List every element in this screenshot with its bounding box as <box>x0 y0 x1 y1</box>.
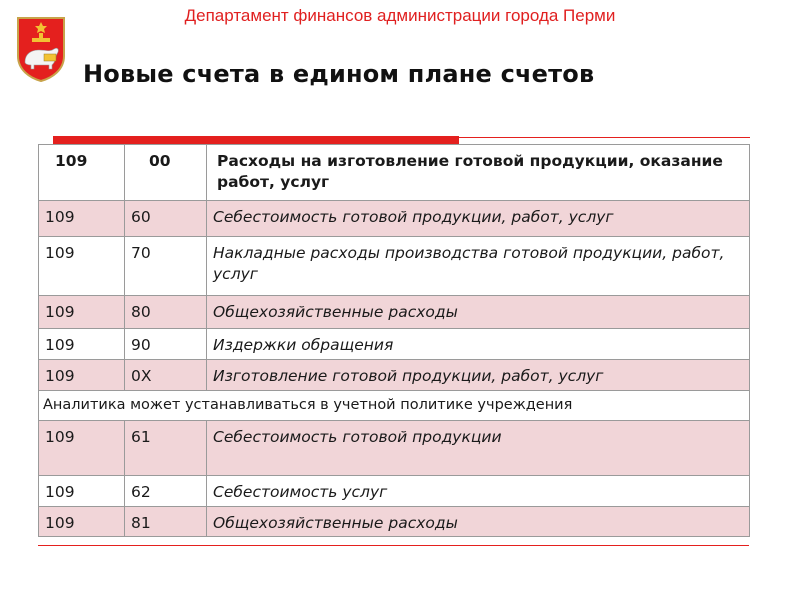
department-name: Департамент финансов администрации города Перми <box>184 6 616 25</box>
table-row <box>39 476 750 507</box>
sub-account-cell: 90 <box>125 329 207 360</box>
sub-account-cell: 81 <box>125 507 207 537</box>
sub-account-cell: 70 <box>125 237 207 296</box>
account-cell: 109 <box>39 360 125 391</box>
sub-account-cell: 00 <box>125 145 207 201</box>
sub-account-cell: 61 <box>125 421 207 476</box>
description-cell: Расходы на изготовление готовой продукции, оказание работ, услуг <box>207 145 750 201</box>
description-cell: Общехозяйственные расходы <box>207 507 750 537</box>
account-cell: 109 <box>39 201 125 237</box>
page-title: Новые счета в едином плане счетов <box>83 60 595 88</box>
account-cell: 109 <box>39 421 125 476</box>
description-cell: Издержки обращения <box>207 329 750 360</box>
table-row <box>39 201 750 237</box>
description-cell: Себестоимость готовой продукции <box>207 421 750 476</box>
table-header-row <box>39 145 750 201</box>
account-cell: 109 <box>39 237 125 296</box>
account-cell: 109 <box>39 145 125 201</box>
perm-coat-of-arms-icon <box>16 16 66 82</box>
table-row <box>39 237 750 296</box>
accent-thin-line <box>459 137 750 138</box>
description-cell: Общехозяйственные расходы <box>207 296 750 329</box>
table-row <box>39 296 750 329</box>
description-cell: Изготовление готовой продукции, работ, услуг <box>207 360 750 391</box>
description-cell: Накладные расходы производства готовой продукции, работ, услуг <box>207 237 750 296</box>
sub-account-cell: 80 <box>125 296 207 329</box>
analytics-note: Аналитика может устанавливаться в учетной политике учреждения <box>39 391 750 421</box>
bottom-accent-line <box>38 545 749 546</box>
analytics-note-row <box>39 391 750 421</box>
sub-account-cell: 62 <box>125 476 207 507</box>
account-cell: 109 <box>39 476 125 507</box>
account-cell: 109 <box>39 507 125 537</box>
sub-account-cell: 60 <box>125 201 207 237</box>
accounts-table <box>38 144 750 537</box>
table-row <box>39 360 750 391</box>
table-row <box>39 329 750 360</box>
account-cell: 109 <box>39 296 125 329</box>
sub-account-cell: 0Х <box>125 360 207 391</box>
description-cell: Себестоимость услуг <box>207 476 750 507</box>
table-row <box>39 507 750 537</box>
accent-bar <box>53 136 459 144</box>
description-cell: Себестоимость готовой продукции, работ, услуг <box>207 201 750 237</box>
account-cell: 109 <box>39 329 125 360</box>
table-row <box>39 421 750 476</box>
